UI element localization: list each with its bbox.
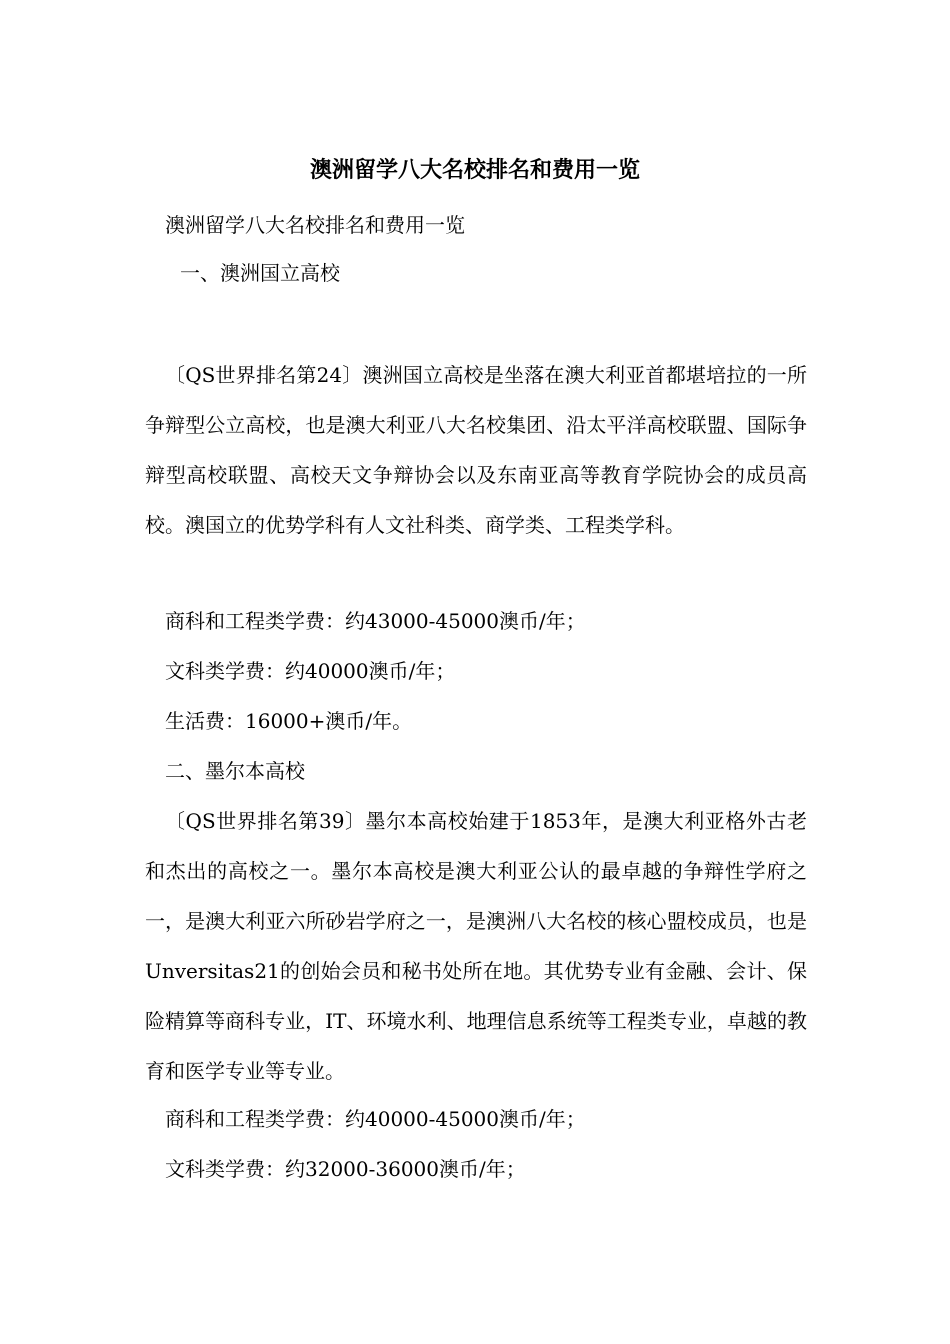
- section-heading-melbourne: 二、墨尔本高校: [165, 759, 305, 783]
- fee-business-melbourne: 商科和工程类学费：约40000-45000澳币/年；: [165, 1107, 586, 1131]
- section-description-anu: 〔QS世界排名第24〕澳洲国立高校是坐落在澳大利亚首都堪培拉的一所争辩型公立高校，也是澳大利亚八大名校集团、沿太平洋高校联盟、国际争辩型高校联盟、高校天文争辩协会以及东南亚高等教育学院协会的成员高校。澳国立的优势学科有人文社科类、商学类、工程类学科。: [145, 363, 807, 537]
- fee-business-anu: 商科和工程类学费：约43000-45000澳币/年；: [165, 609, 586, 633]
- section-description-melbourne: 〔QS世界排名第39〕墨尔本高校始建于1853年，是澳大利亚格外古老和杰出的高校之一。墨尔本高校是澳大利亚公认的最卓越的争辩性学府之一，是澳大利亚六所砂岩学府之一，是澳洲八大名校的核心盟校成员，也是Unversitas21的创始会员和秘书处所在地。其优势专业有金融、会计、保险精算等商科专业，IT、环境水利、地理信息系统等工程类专业，卓越的教育和医学专业等专业。: [145, 809, 807, 1083]
- fee-arts-melbourne: 文科类学费：约32000-36000澳币/年；: [165, 1157, 526, 1181]
- living-cost-anu: 生活费：16000+澳币/年。: [165, 709, 413, 733]
- document-subtitle: 澳洲留学八大名校排名和费用一览: [165, 213, 465, 237]
- document-title: 澳洲留学八大名校排名和费用一览: [309, 157, 640, 183]
- section-heading-anu: 一、澳洲国立高校: [180, 261, 340, 285]
- fee-arts-anu: 文科类学费：约40000澳币/年；: [165, 659, 456, 683]
